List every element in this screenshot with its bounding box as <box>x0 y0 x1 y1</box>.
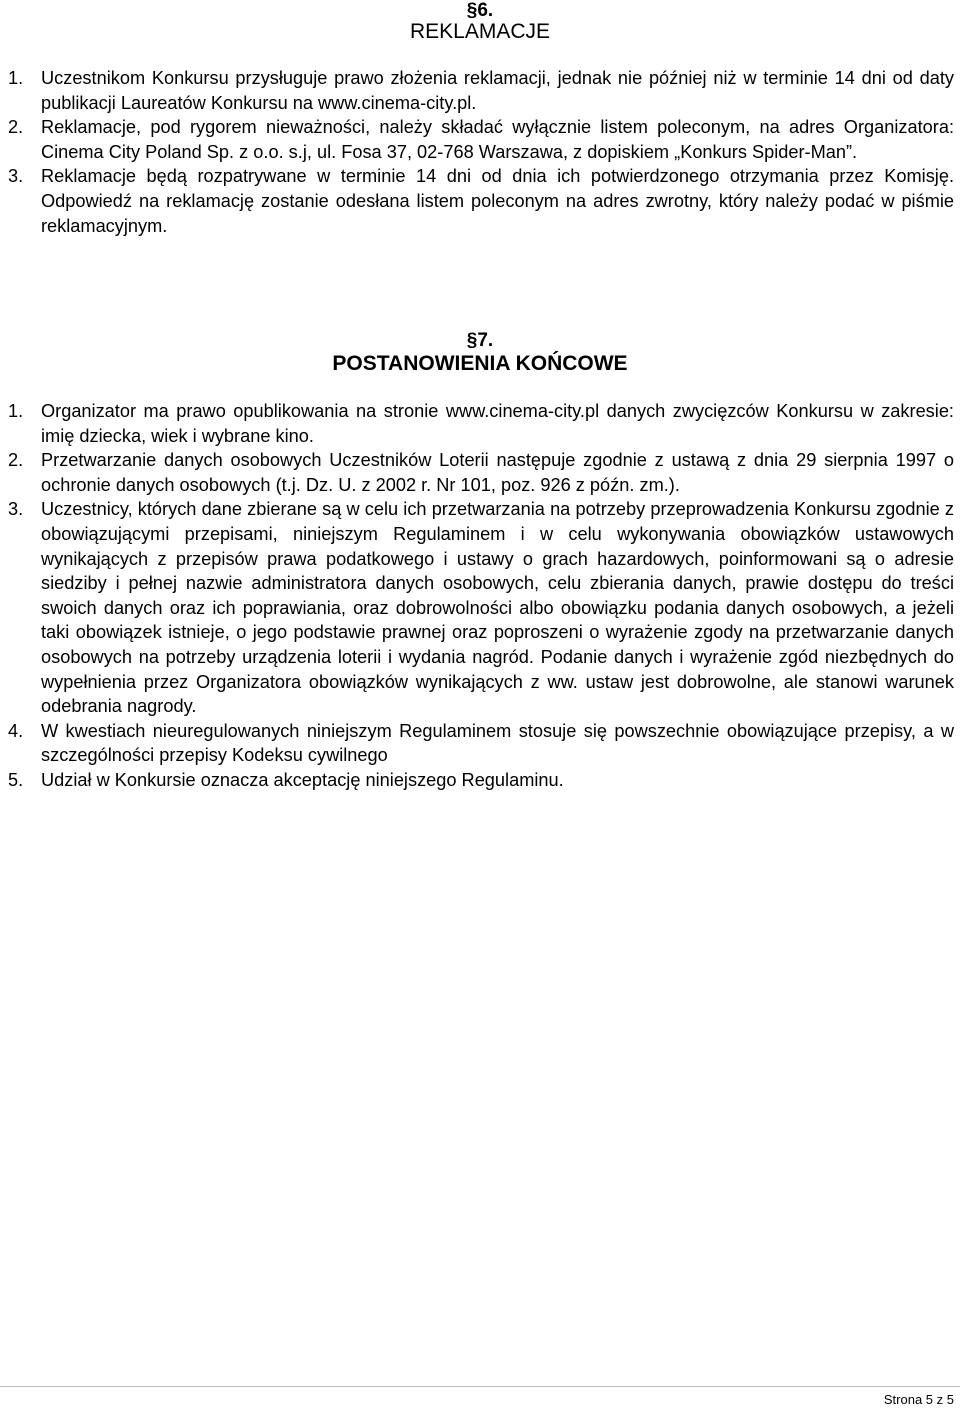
list-item-number: 2. <box>8 117 24 138</box>
list-item-text: Organizator ma prawo opublikowania na stronie www.cinema-city.pl danych zwycięzców Konkursu w zakresie: imię dziecka, wiek i wybrane kino. <box>41 401 954 446</box>
list-item-text: Uczestnicy, których dane zbierane są w celu ich przetwarzania na potrzeby przeprowadzenia Konkursu zgodnie z obowiązującymi przepisami, niniejszym Regulaminem i w celu wykonywania obowiązków ustawowych wynikających z przepisów prawa podatkowego i ustawy o grach hazardowych, poinformowani są o adresie siedziby i pełnej nazwie administratora danych osobowych, celu zbierania danych, prawie dostępu do treści swoich danych oraz ich poprawiania, oraz dobrowolności albo obowiązku podania danych osobowych, a jeżeli taki obowiązek istnieje, o jego podstawie prawnej oraz poproszeni o wyrażenie zgody na przetwarzanie danych osobowych na potrzeby urządzenia loterii i wydania nagród. Podanie danych i wyrażenie zgód niezbędnych do wypełnienia przez Organizatora obowiązków wynikających z ww. ustaw jest dobrowolne, ale stanowi warunek odebrania nagrody. <box>41 499 954 717</box>
list-item-number: 4. <box>8 720 24 741</box>
list-item-text: Reklamacje, pod rygorem nieważności, należy składać wyłącznie listem poleconym, na adres Organizatora: Cinema City Poland Sp. z o.o. s.j, ul. Fosa 37, 02-768 Warszawa, z dopiskiem „Konkurs Spider-Man”. <box>41 117 954 162</box>
list-item <box>8 66 954 115</box>
section-6-title: REKLAMACJE <box>409 20 551 43</box>
list-item <box>8 399 954 448</box>
list-item <box>8 115 954 164</box>
list-item-text: Reklamacje będą rozpatrywane w terminie 14 dni od dnia ich potwierdzonego otrzymania przez Komisję. Odpowiedź na reklamację zostanie odesłana listem poleconym na adres zwrotny, który należy podać w piśmie reklamacyjnym. <box>41 166 954 236</box>
list-item <box>8 164 954 238</box>
list-item-number: 5. <box>8 769 24 790</box>
footer-divider <box>0 1386 960 1387</box>
list-item-text: Przetwarzanie danych osobowych Uczestników Loterii następuje zgodnie z ustawą z dnia 29 sierpnia 1997 o ochronie danych osobowych (t.j. Dz. U. z 2002 r. Nr 101, poz. 926 z późn. zm.). <box>41 450 954 495</box>
page-number: Strona 5 z 5 <box>883 1392 954 1407</box>
section-6-list <box>8 66 954 238</box>
list-item <box>8 448 954 497</box>
list-item-text: Uczestnikom Konkursu przysługuje prawo złożenia reklamacji, jednak nie później niż w terminie 14 dni od daty publikacji Laureatów Konkursu na www.cinema-city.pl. <box>41 68 954 113</box>
list-item-number: 1. <box>8 401 24 421</box>
section-7-title: POSTANOWIENIA KOŃCOWE <box>332 352 628 375</box>
list-item <box>8 719 954 768</box>
list-item-number: 2. <box>8 450 24 471</box>
list-item-text: Udział w Konkursie oznacza akceptację niniejszego Regulaminu. <box>41 769 564 790</box>
list-item-number: 1. <box>8 68 24 88</box>
list-item <box>8 768 954 793</box>
section-6-number: §6. <box>466 0 494 21</box>
list-item-text: W kwestiach nieuregulowanych niniejszym Regulaminem stosuje się powszechnie obowiązujące przepisy, a w szczególności przepisy Kodeksu cywilnego <box>41 720 954 766</box>
section-7-number: §7. <box>466 330 494 351</box>
list-item <box>8 497 954 718</box>
list-item-number: 3. <box>8 166 24 187</box>
section-7-list <box>8 399 954 793</box>
list-item-number: 3. <box>8 499 24 520</box>
